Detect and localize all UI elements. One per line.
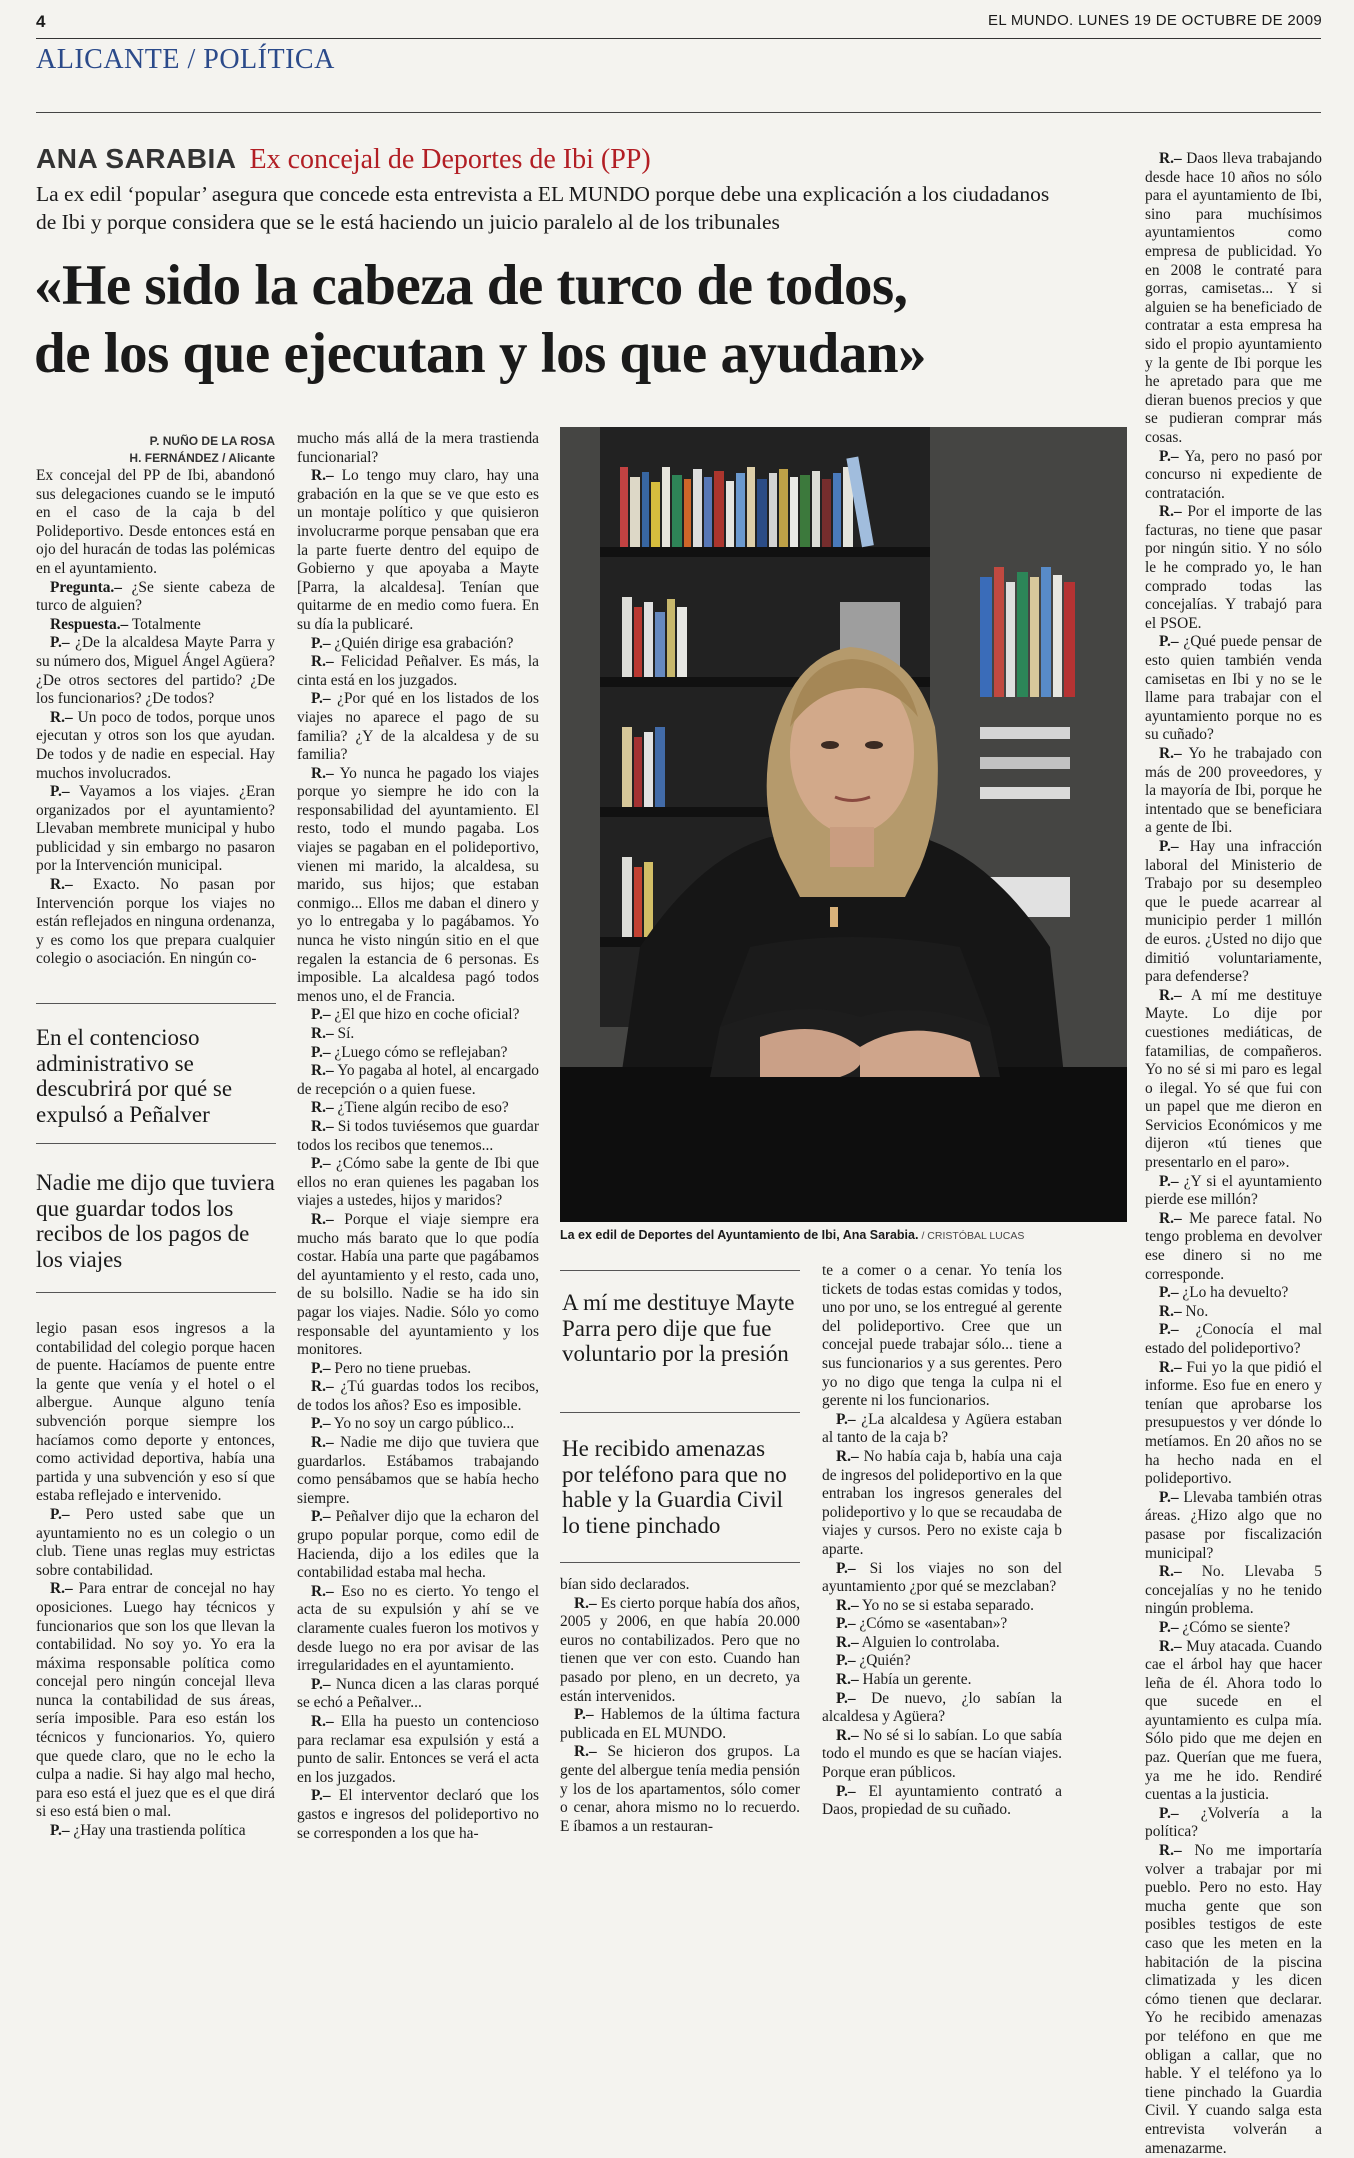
answer: R.– Muy atacada. Cuando cae el árbol hay que hacer leña de él. Ahora todo lo que sucede en el ayuntamiento es culpa mía. Sólo pido que me dejen en paz. Querían que me fuera, ya me he ido. Rendiré cuentas a la justicia. (1145, 1637, 1322, 1804)
question: P.– Peñalver dijo que la echaron del grupo popular porque, como edil de Hacienda, dijo a los ediles que la contabilidad estaba mal hecha. (297, 1508, 539, 1582)
question: P.– ¿La alcaldesa y Agüera estaban al tanto de la caja b? (822, 1410, 1062, 1447)
answer: R.– No. Llevaba 5 concejalías y no he tenido ningún problema. (1145, 1563, 1322, 1618)
section-rule (36, 112, 1321, 113)
body-paragraph: bían sido declarados. (560, 1576, 690, 1593)
pullquote-rule (560, 1412, 800, 1413)
column-1-bottom (36, 1320, 275, 1841)
answer: R.– Por el importe de las facturas, no tiene que pasar por ningún sitio. Y no sólo le he comprado yo, le han comprado todas las concejalías. Y trabajó para el PSOE. (1145, 503, 1322, 632)
question: P.– Ya, pero no pasó por concurso ni expediente de contratación. (1145, 447, 1322, 502)
question: R.– ¿Tiene algún recibo de eso? (311, 1099, 509, 1117)
photo-credit: / CRISTÓBAL LUCAS (921, 1230, 1025, 1242)
question: P.– ¿Conocía el mal estado del polideportivo? (1145, 1321, 1322, 1357)
answer: Respuesta.– Totalmente (50, 615, 201, 633)
answer: R.– Daos lleva trabajando desde hace 10 años no sólo para el ayuntamiento de Ibi, sino para muchísimos ayuntamientos como empresa de publicidad. Yo en 2008 le contraté para gorras, camisetas... Y si alguien se ha beneficiado de contratar a esta empresa ha sido el propio ayuntamiento y la gente de Ibi porque les he apretado para que me dieran buenos precios y que se pudieran comprar más cosas. (1145, 150, 1322, 446)
question: P.– ¿Quién? (836, 1652, 911, 1670)
answer: R.– Es cierto porque había dos años, 2005 y 2006, en que había 20.000 euros no contabilizados. Pero que no tienen que ver con esto. Cuando han pasado por pleno, en un decreto, ya están intervenidos. (560, 1594, 800, 1705)
answer: R.– Yo he trabajado con más de 200 proveedores, y la mayoría de Ibi, porque he intentado que se beneficiara a gente de Ibi. (1145, 745, 1322, 837)
answer: R.– No. (1159, 1302, 1209, 1320)
answer: R.– Yo pagaba al hotel, al encargado de recepción o a quien fuese. (297, 1062, 539, 1098)
question: P.– De nuevo, ¿lo sabían la alcaldesa y Agüera? (822, 1689, 1062, 1726)
answer: R.– Si todos tuviésemos que guardar todos los recibos que tenemos... (297, 1117, 539, 1154)
byline (36, 433, 275, 467)
question: P.– El ayuntamiento contrató a Daos, propiedad de su cuñado. (822, 1782, 1062, 1819)
answer: R.– A mí me destituye Mayte. Lo dije por cuestiones mediáticas, de fatamilias, de compañeros. Yo no sé si mi paro es legal o ilegal. Yo sé que fui con un papel que me dieron en Servicios Económicos y me dijeron «tú tienes que presentarlo en el paro». (1145, 986, 1322, 1172)
question: P.– ¿Quién dirige esa grabación? (311, 634, 514, 652)
question: P.– ¿Volvería a la política? (1145, 1804, 1322, 1841)
answer: R.– No había caja b, había una caja de ingresos del polideportivo en la que entraban los ingresos generales del polideportivo y lo que se recaudaba de viajes y cursos. Pero no existe caja b aparte. (822, 1447, 1062, 1558)
question: P.– ¿Qué puede pensar de esto quien también venda camisetas en Ibi y no se le llame para trabajar con el ayuntamiento porque no es su cuñado? (1145, 633, 1322, 744)
pullquote-rule (36, 1292, 276, 1293)
column-3 (560, 1576, 800, 1836)
interviewee-role: Ex concejal de Deportes de Ibi (PP) (249, 144, 651, 175)
question: P.– ¿Luego cómo se reflejaban? (311, 1043, 508, 1061)
column-1-top (36, 433, 275, 969)
pullquote-2: Nadie me dijo que tuviera que guardar todos los recibos de los pagos de los viajes (36, 1170, 275, 1272)
headline-line-2: de los que ejecutan y los que ayudan» (34, 322, 927, 385)
answer: R.– Yo nunca he pagado los viajes porque yo siempre he ido con la responsabilidad del ayuntamiento. El resto, todo el mundo pagaba. Los viajes se pagaban en el polideportivo, vienen mi marido, la alcaldesa, su marido, sus hijos; que estaban conmigo... Ellos me daban el dinero y yo lo entregaba y lo pagábamos. Yo nunca he visto ningún sitio en el que regalen la estancia de 6 personas. Es imposible. La alcaldesa pagó todos menos uno, el de Francia. (297, 764, 539, 1005)
answer: R.– Un poco de todos, porque unos ejecutan y otros son los que ayudan. De todos y de nadie en especial. Hay muchos involucrados. (36, 708, 275, 782)
answer: R.– Felicidad Peñalver. Es más, la cinta está en los juzgados. (297, 653, 539, 689)
question: P.– ¿Lo ha devuelto? (1159, 1284, 1289, 1302)
question: P.– Pero usted sabe que un ayuntamiento no es un colegio o un club. Tiene unas reglas muy estrictas sobre contabilidad. (36, 1505, 275, 1579)
pullquote-rule (36, 1143, 276, 1144)
question: Pregunta.– ¿Se siente cabeza de turco de alguien? (36, 578, 275, 615)
byline-author-2: H. FERNÁNDEZ / Alicante (129, 451, 275, 465)
answer: R.– Alguien lo controlaba. (836, 1633, 1000, 1651)
answer: R.– Para entrar de concejal no hay oposiciones. Luego hay técnicos y funcionarios que son los que llevan la contabilidad. No soy yo. Yo era la máxima responsable política como concejal pero ningún concejal lleva nunca la contabilidad de sus áreas, sería imposible. Para eso están los técnicos y funcionarios. Yo, quiero que quede claro, que no le echo la culpa a nadie. Si hay algo mal hecho, para eso está el juez que es el que dirá si eso está bien o mal. (36, 1580, 275, 1821)
headline (34, 252, 1074, 388)
byline-author-1: P. NUÑO DE LA ROSA (149, 434, 275, 448)
question: P.– Vayamos a los viajes. ¿Eran organizados por el ayuntamiento? Llevaban membrete municipal y hubo publicidad y sin embargo no pasaron por la Intervención municipal. (36, 783, 275, 875)
answer: R.– Yo no se si estaba separado. (836, 1596, 1034, 1614)
caption-text: La ex edil de Deportes del Ayuntamiento de Ibi, Ana Sarabia. (560, 1228, 919, 1242)
question: P.– Si los viajes no son del ayuntamiento ¿por qué se mezclaban? (822, 1559, 1062, 1596)
interviewee-name: ANA SARABIA (36, 143, 237, 174)
pullquote-4: He recibido amenazas por teléfono para que no hable y la Guardia Civil lo tiene pinchado (562, 1436, 787, 1538)
body-paragraph: te a comer o a cenar. Yo tenía los tickets de todas estas comidas y todos, uno por uno, se los entregué al gerente del polideportivo. Cree que un concejal puede trabajar sólo... tiene a sus funcionarios y a sus gerentes. Pero yo no digo que tenga la culpa ni el gerente ni los funcionarios. (822, 1262, 1062, 1410)
column-2 (297, 430, 539, 1843)
question: P.– ¿El que hizo en coche oficial? (311, 1006, 520, 1024)
pullquote-1: En el contencioso administrativo se descubrirá por qué se expulsó a Peñalver (36, 1025, 233, 1127)
answer: R.– Ella ha puesto un contencioso para reclamar esa expulsión y está a punto de salir. Entonces se verá el acta en los juzgados. (297, 1712, 539, 1786)
article-dek: La ex edil ‘popular’ asegura que concede esta entrevista a EL MUNDO porque debe una explicación a los ciudadanos de Ibi y porque considera que se le está haciendo un juicio paralelo al de los tribunales (36, 182, 1050, 234)
answer: R.– Fui yo la que pidió el informe. Eso fue en enero y tenían que aprobarse los presupuestos y ver dónde lo metíamos. En 20 años no se ha hecho nada en el polideportivo. (1145, 1358, 1322, 1488)
question: P.– Hay una infracción laboral del Ministerio de Trabajo por su desempleo que le puede acarrear al municipio perder 1 millón de euros. ¿Usted no dijo que dimitió voluntariamente, para defenderse? (1145, 837, 1322, 986)
pullquote-rule (36, 1003, 276, 1004)
pullquote-3: A mí me destituye Mayte Parra pero dije que fue voluntario por la presión (562, 1290, 795, 1366)
pullquote-rule (560, 1270, 800, 1271)
question: P.– El interventor declaró que los gastos e ingresos del polideportivo no se corresponden a los que ha- (297, 1787, 539, 1842)
page-number: 4 (36, 12, 46, 31)
section-heading: ALICANTE / POLÍTICA (36, 44, 335, 75)
answer: R.– Eso no es cierto. Yo tengo el acta de su expulsión y ahí se ve claramente cuales fueron los motivos y desde luego no era por avisar de las irregularidades en el ayuntamiento. (297, 1582, 539, 1675)
top-rule (36, 38, 1321, 39)
question: P.– ¿Cómo sabe la gente de Ibi que ellos no eran quienes les pagaban los viajes a ustedes, hijos y maridos? (297, 1155, 539, 1210)
question: P.– Hablemos de la última factura publicada en EL MUNDO. (560, 1706, 800, 1742)
pullquote-rule (560, 1562, 800, 1563)
question: P.– Pero no tiene pruebas. (311, 1359, 472, 1377)
body-paragraph: legio pasan esos ingresos a la contabilidad del colegio porque hacen de puente. Hacíamos de puente entre la gente que venía y el hotel o el albergue. Aunque alguno tenía subvención porque siempre los hacíamos como deporte y entonces, como actividad deportiva, había una partida y una subvención y eso sí que estaba reflejado e intervenido. (36, 1320, 275, 1505)
answer: R.– Exacto. No pasan por Intervención porque los viajes no están reflejados en ninguna ordenanza, y es como los que prepara cualquier colegio o asociación. En ningún co- (36, 876, 275, 968)
question: P.– ¿Cómo se siente? (1159, 1618, 1291, 1636)
answer: R.– No me importaría volver a trabajar por mi pueblo. Pero no esto. Hay mucha gente que son posibles testigos de este caso que les meten en la habitación de la piscina climatizada y les dicen cómo tienen que declarar. Yo he recibido amenazas por teléfono en que me obligan a callar, que no hable. Y el teléfono ya lo tiene pinchado la Guardia Civil. Y cuando salga esta entrevista volverán a amenazarme. (1145, 1842, 1322, 2157)
newspaper-folio: EL MUNDO. LUNES 19 DE OCTUBRE DE 2009 (988, 12, 1322, 29)
question: P.– ¿Y si el ayuntamiento pierde ese millón? (1145, 1172, 1322, 1209)
answer: R.– Sí. (311, 1025, 355, 1042)
photo-caption (560, 1228, 1127, 1242)
question: P.– Nunca dicen a las claras porqué se echó a Peñalver... (297, 1675, 539, 1712)
answer: R.– Lo tengo muy claro, hay una grabación en la que se ve que esto es un montaje político y que quisieron involucrarme porque pensaban que era la parte fuerte dentro del equipo de Gobierno y que apoyaba a Mayte [Parra, la alcaldesa]. Tenían que quitarme de en medio como fuera. En su día la publicaré. (297, 467, 539, 633)
interviewee-line (36, 143, 651, 176)
question: P.– Yo no soy un cargo público... (311, 1415, 515, 1433)
portrait-illustration (560, 427, 1127, 1222)
answer: R.– No sé si lo sabían. Lo que sabía todo el mundo es que se hacían viajes. Porque eran públicos. (822, 1726, 1062, 1782)
body-paragraph: mucho más allá de la mera trastienda funcionarial? (297, 430, 539, 466)
headline-line-1: «He sido la cabeza de turco de todos, (34, 254, 908, 317)
column-4 (822, 1262, 1062, 1820)
question: P.– ¿Por qué en los listados de los viajes no aparece el pago de su familia? ¿Y de la alcaldesa y de su familia? (297, 690, 539, 764)
question: P.– ¿Hay una trastienda política (50, 1822, 246, 1840)
intro-paragraph: Ex concejal del PP de Ibi, abandonó sus delegaciones cuando se le imputó en el caso de la caja b del Polideportivo. Desde entonces está en ojo del huracán de todas las polémicas en el ayuntamiento. (36, 467, 275, 577)
question: P.– ¿Cómo se «asentaban»? (836, 1615, 1008, 1633)
answer: R.– ¿Tú guardas todos los recibos, de todos los años? Eso es imposible. (297, 1378, 539, 1414)
answer: R.– Se hicieron dos grupos. La gente del albergue tenía media pensión y los de los apartamentos, sólo comer o cenar, ahora mismo no lo recuerdo. E íbamos a un restauran- (560, 1743, 800, 1835)
answer: R.– Había un gerente. (836, 1671, 972, 1689)
answer: R.– Porque el viaje siempre era mucho más barato que lo que podía costar. Había una parte que pagábamos del ayuntamiento y el resto, cada uno, de su bolsillo. Nadie se ha ido sin pagar los viajes. Nadie. Sólo yo como responsable del ayuntamiento y los monitores. (297, 1210, 539, 1359)
question: P.– Llevaba también otras áreas. ¿Hizo algo que no pasase por fiscalización municipal? (1145, 1488, 1322, 1562)
answer: R.– Me parece fatal. No tengo problema en devolver ese dinero si no me corresponde. (1145, 1209, 1322, 1283)
question: P.– ¿De la alcaldesa Mayte Parra y su número dos, Miguel Ángel Agüera? ¿De otros sectores del partido? ¿De los funcionarios? ¿De todos? (36, 634, 275, 708)
answer: R.– Nadie me dijo que tuviera que guardarlos. Estábamos trabajando como pensábamos que se había hecho siempre. (297, 1434, 539, 1507)
portrait-photo (560, 427, 1127, 1222)
column-5 (1145, 150, 1322, 2158)
